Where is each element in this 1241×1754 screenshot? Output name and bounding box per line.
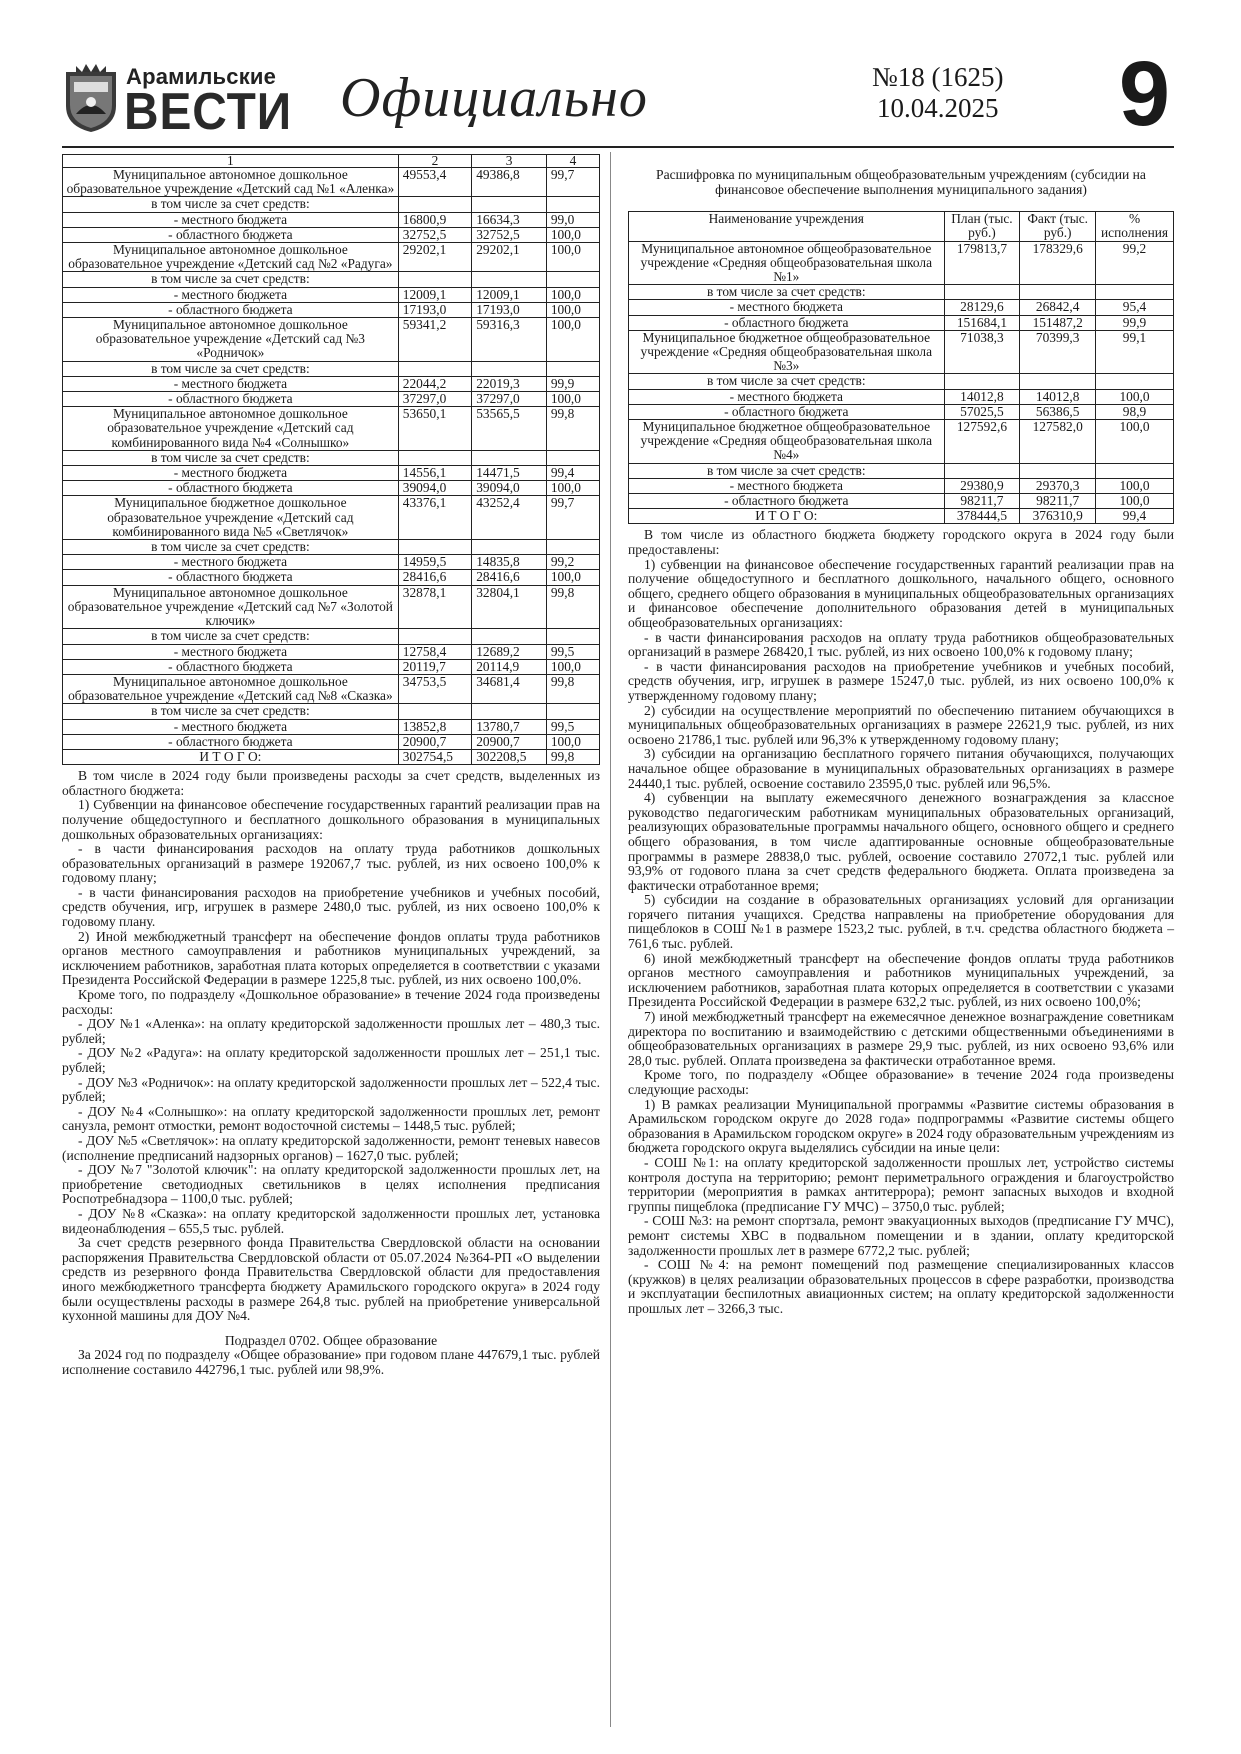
value-cell: 53650,1 [398, 407, 471, 451]
value-cell [1096, 285, 1174, 300]
table-row [63, 376, 600, 391]
paragraph: В том числе из областного бюджета бюджету городского округа в 2024 году были предоставлены: [628, 527, 1174, 558]
school-table [628, 211, 1174, 524]
paragraph: - в части финансирования расходов на приобретение учебников и учебных пособий, средств обучения, игр, игрушек в размере 15247,0 тыс. рублей, из них освоено 100,0% к утвержденному годовому плану; [628, 658, 1174, 703]
value-cell: 179813,7 [944, 241, 1020, 285]
row-label-cell: И Т О Г О: [629, 509, 945, 524]
value-cell [398, 704, 471, 719]
value-cell: 100,0 [546, 227, 599, 242]
paragraph: - ДОУ №2 «Радуга»: на оплату кредиторской задолженности прошлых лет – 251,1 тыс. рублей; [62, 1045, 600, 1075]
paragraph: - ДОУ №7 "Золотой ключик": на оплату кредиторской задолженности прошлых лет, на приобретение светодиодных светильников в целях исполнения предписания Роспотребнадзора – 1100,0 тыс. рублей; [62, 1162, 600, 1207]
row-label-cell: - областного бюджета [629, 494, 945, 509]
row-label-cell: в том числе за счет средств: [63, 197, 399, 212]
table-row [629, 330, 1174, 374]
paragraph: - ДОУ №4 «Солнышко»: на оплату кредиторской задолженности прошлых лет, ремонт санузла, ремонт отмостки, ремонт водосточной системы – 1448,5 тыс. рублей; [62, 1103, 600, 1134]
value-cell [472, 197, 547, 212]
paragraph: 4) субвенции на выплату ежемесячного денежного вознаграждения за классное руководство педагогическим работникам муниципальных образовательных организаций, реализующих образовательные программы начального общего, основного общего и среднего общего образования, в том числе адаптированные основные общеобразовательные программы в размере 28838,0 тыс. рублей, освоение составило 27072,1 тыс. рублей или 93,9% от годового плана за счет средств федерального бюджета. Оплата произведена за фактически отработанное время; [628, 790, 1174, 893]
value-cell: 302208,5 [472, 749, 547, 764]
value-cell: 99,9 [1096, 315, 1174, 330]
table-row [629, 494, 1174, 509]
value-cell [472, 629, 547, 644]
row-label-cell: Муниципальное автономное дошкольное образовательное учреждение «Детский сад №7 «Золотой ключик» [63, 585, 399, 629]
right-body-text [628, 528, 1174, 1316]
value-cell: 12009,1 [472, 287, 547, 302]
paragraph: - ДОУ №5 «Светлячок»: на оплату кредиторской задолженности, ремонт теневых навесов (исполнение предписаний надзорных органов) – 1627,0 тыс. рублей; [62, 1132, 600, 1163]
table-row [629, 478, 1174, 493]
table-row [63, 466, 600, 481]
row-label-cell: в том числе за счет средств: [63, 361, 399, 376]
issue-info [872, 62, 1004, 124]
value-cell: 43252,4 [472, 496, 547, 540]
paragraph: 1) субвенции на финансовое обеспечение государственных гарантий реализации прав на получение общедоступного и бесплатного дошкольного, начального общего, основного общего, среднего общего образования в муниципальных общеобразовательных организациях и финансовое обеспечение дополнительного образования детей в муниципальных общеобразовательных организациях: [628, 556, 1174, 631]
right-column [628, 168, 1174, 1317]
value-cell: 100,0 [1096, 420, 1174, 464]
value-cell: 98,9 [1096, 404, 1174, 419]
subsection-title: Подраздел 0702. Общее образование [224, 1332, 438, 1348]
row-label-cell: - местного бюджета [63, 466, 399, 481]
value-cell [1020, 374, 1096, 389]
row-label-cell: в том числе за счет средств: [63, 272, 399, 287]
row-label-cell: Муниципальное автономное дошкольное образовательное учреждение «Детский сад №3 «Родничок» [63, 318, 399, 362]
paragraph: 1) В рамках реализации Муниципальной программы «Развитие системы образования в Арамильском городском округе до 2028 года» подпрограммы «Развитие системы общего образования в Арамильском городском округе» в 2024 году образовательным учреждениям из бюджета городского округа выделялись субсидии на иные цели: [628, 1096, 1174, 1156]
value-cell: 16634,3 [472, 212, 547, 227]
value-cell: 17193,0 [398, 302, 471, 317]
table-row [63, 585, 600, 629]
value-cell [398, 272, 471, 287]
paragraph: Кроме того, по подразделу «Дошкольное образование» в течение 2024 года произведены расходы: [62, 987, 600, 1017]
value-cell: 32752,5 [472, 227, 547, 242]
value-cell: 53565,5 [472, 407, 547, 451]
value-cell: 98211,7 [1020, 494, 1096, 509]
value-cell: 99,8 [546, 585, 599, 629]
table-row [63, 749, 600, 764]
value-cell: 100,0 [546, 481, 599, 496]
value-cell [1096, 374, 1174, 389]
row-label-cell: - областного бюджета [63, 481, 399, 496]
value-cell: 100,0 [546, 243, 599, 272]
row-label-cell: - областного бюджета [63, 302, 399, 317]
paragraph: - СОШ №4: на ремонт помещений под размещение специализированных классов (кружков) в целях реализации образовательных процессов в сфере разработки, производства и эксплуатации беспилотных авиационных систем; на оплату кредиторской задолженности прошлых лет – 3266,3 тыс. [628, 1257, 1174, 1316]
value-cell [546, 272, 599, 287]
row-label-cell: - местного бюджета [63, 287, 399, 302]
value-cell [546, 361, 599, 376]
value-cell: 151487,2 [1020, 315, 1096, 330]
coat-of-arms-icon [62, 62, 120, 134]
table-row [63, 272, 600, 287]
row-label-cell: - местного бюджета [63, 644, 399, 659]
table-row [629, 463, 1174, 478]
value-cell: 29370,3 [1020, 478, 1096, 493]
value-cell: 28416,6 [398, 570, 471, 585]
paragraph: - СОШ №1: на оплату кредиторской задолженности прошлых лет, устройство системы контроля доступа на территорию; ремонт периметрального ограждения и благоустройство территории (мероприятия в рамках антитеррора); ремонт запасных выходов и входной группы пищеблока (предписание ГУ МЧС) – 3750,0 тыс. рублей; [628, 1154, 1174, 1214]
value-cell [398, 629, 471, 644]
preschool-table [62, 154, 600, 765]
table-row [63, 674, 600, 703]
paragraph: - ДОУ №1 «Аленка»: на оплату кредиторской задолженности прошлых лет – 480,3 тыс. рублей; [62, 1016, 600, 1046]
paragraph: - ДОУ №8 «Сказка»: на оплату кредиторской задолженности прошлых лет, установка видеонаблюдения – 655,5 тыс. рублей. [62, 1205, 600, 1236]
row-label-cell: в том числе за счет средств: [63, 629, 399, 644]
table-row [63, 392, 600, 407]
table-row [63, 644, 600, 659]
issue-number: №18 (1625) [872, 62, 1004, 92]
column-header: 3 [472, 155, 547, 168]
masthead [62, 43, 1174, 145]
value-cell: 100,0 [1096, 494, 1174, 509]
row-label-cell: в том числе за счет средств: [63, 540, 399, 555]
value-cell [1096, 463, 1174, 478]
value-cell [398, 450, 471, 465]
table-row [629, 315, 1174, 330]
table-row [63, 361, 600, 376]
value-cell: 100,0 [1096, 478, 1174, 493]
value-cell: 28129,6 [944, 300, 1020, 315]
value-cell: 98211,7 [944, 494, 1020, 509]
row-label-cell: в том числе за счет средств: [629, 285, 945, 300]
row-label-cell: в том числе за счет средств: [629, 463, 945, 478]
value-cell: 151684,1 [944, 315, 1020, 330]
value-cell [546, 704, 599, 719]
row-label-cell: Муниципальное бюджетное дошкольное образовательное учреждение «Детский сад комбинированного вида №5 «Светлячок» [63, 496, 399, 540]
column-divider [610, 152, 611, 1727]
table-row [63, 659, 600, 674]
table-row [63, 227, 600, 242]
value-cell: 16800,9 [398, 212, 471, 227]
table-header-row [629, 212, 1174, 241]
table-row [629, 389, 1174, 404]
table-row [63, 212, 600, 227]
paragraph: Кроме того, по подразделу «Общее образование» в течение 2024 года произведены следующие расходы: [628, 1067, 1174, 1098]
table-row [629, 241, 1174, 285]
value-cell: 29202,1 [398, 243, 471, 272]
value-cell: 99,4 [546, 466, 599, 481]
column-header: План (тыс. руб.) [944, 212, 1020, 241]
value-cell [1020, 463, 1096, 478]
value-cell [944, 374, 1020, 389]
row-label-cell: - областного бюджета [63, 734, 399, 749]
value-cell: 100,0 [546, 318, 599, 362]
paragraph: В том числе в 2024 году были произведены расходы за счет средств, выделенных из областного бюджета: [62, 768, 600, 798]
value-cell: 49553,4 [398, 168, 471, 197]
paragraph: - ДОУ №3 «Родничок»: на оплату кредиторской задолженности прошлых лет – 522,4 тыс. рублей; [62, 1074, 600, 1105]
table-row [63, 481, 600, 496]
row-label-cell: - местного бюджета [63, 719, 399, 734]
value-cell [944, 463, 1020, 478]
value-cell: 37297,0 [472, 392, 547, 407]
value-cell: 20114,9 [472, 659, 547, 674]
table-row [629, 420, 1174, 464]
value-cell: 14835,8 [472, 555, 547, 570]
value-cell: 12689,2 [472, 644, 547, 659]
value-cell [398, 361, 471, 376]
row-label-cell: - местного бюджета [63, 376, 399, 391]
value-cell: 26842,4 [1020, 300, 1096, 315]
value-cell: 22044,2 [398, 376, 471, 391]
value-cell: 12009,1 [398, 287, 471, 302]
row-label-cell: Муниципальное автономное дошкольное образовательное учреждение «Детский сад №1 «Аленка» [63, 168, 399, 197]
value-cell [546, 629, 599, 644]
row-label-cell: - областного бюджета [629, 404, 945, 419]
row-label-cell: - областного бюджета [629, 315, 945, 330]
row-label-cell: Муниципальное автономное общеобразовательное учреждение «Средняя общеобразовательная школа №1» [629, 241, 945, 285]
row-label-cell: Муниципальное автономное дошкольное образовательное учреждение «Детский сад №2 «Радуга» [63, 243, 399, 272]
value-cell: 178329,6 [1020, 241, 1096, 285]
table2-caption: Расшифровка по муниципальным общеобразовательным учреждениям (субсидии на финансовое обеспечение выполнения муниципального задания) [656, 167, 1146, 197]
value-cell: 12758,4 [398, 644, 471, 659]
value-cell: 32752,5 [398, 227, 471, 242]
value-cell: 127592,6 [944, 420, 1020, 464]
value-cell: 71038,3 [944, 330, 1020, 374]
value-cell: 100,0 [546, 287, 599, 302]
section-title: Официально [340, 67, 648, 129]
value-cell: 99,7 [546, 496, 599, 540]
value-cell: 13780,7 [472, 719, 547, 734]
value-cell [472, 272, 547, 287]
value-cell: 20900,7 [398, 734, 471, 749]
value-cell: 20119,7 [398, 659, 471, 674]
row-label-cell: И Т О Г О: [63, 749, 399, 764]
value-cell [944, 285, 1020, 300]
value-cell: 29380,9 [944, 478, 1020, 493]
table-row [63, 302, 600, 317]
value-cell [398, 540, 471, 555]
value-cell: 34753,5 [398, 674, 471, 703]
value-cell: 57025,5 [944, 404, 1020, 419]
row-label-cell: - областного бюджета [63, 659, 399, 674]
row-label-cell: в том числе за счет средств: [629, 374, 945, 389]
table-row [63, 318, 600, 362]
value-cell: 43376,1 [398, 496, 471, 540]
table-row [63, 719, 600, 734]
value-cell: 99,2 [1096, 241, 1174, 285]
issue-date: 10.04.2025 [877, 93, 999, 123]
row-label-cell: - местного бюджета [629, 389, 945, 404]
column-header: 1 [63, 155, 399, 168]
value-cell: 302754,5 [398, 749, 471, 764]
value-cell [472, 704, 547, 719]
paragraph: За счет средств резервного фонда Правительства Свердловской области на основании распоряжения Правительства Свердловской области от 05.07.2024 №364-РП «О выделении средств из резервного фонда Правительства Свердловской области для предоставления иного межбюджетного трансферта бюджету Арамильского городского округа» в 2024 году были осуществлены расходы в размере 264,8 тыс. рублей на приобретение универсальной кухонной машины для ДОУ №4. [62, 1235, 600, 1324]
column-header: Наименование учреждения [629, 212, 945, 241]
row-label-cell: - областного бюджета [63, 227, 399, 242]
paragraph: - в части финансирования расходов на оплату труда работников дошкольных образовательных организаций в размере 192067,7 тыс. рублей, из них освоено 100,0% к годовому плану; [62, 841, 600, 886]
paragraph: 7) иной межбюджетный трансферт на ежемесячное денежное вознаграждение советникам директора по воспитанию и взаимодействию с детскими общественными объединениями в общеобразовательных организациях в размере 29,9 тыс. рублей, из них освоено 93,6% или 28,0 тыс. рублей. Оплата произведена за фактически отработанное время. [628, 1009, 1174, 1068]
row-label-cell: - местного бюджета [629, 478, 945, 493]
row-label-cell: Муниципальное автономное дошкольное образовательное учреждение «Детский сад №8 «Сказка» [63, 674, 399, 703]
value-cell: 378444,5 [944, 509, 1020, 524]
value-cell: 70399,3 [1020, 330, 1096, 374]
row-label-cell: - местного бюджета [629, 300, 945, 315]
table-row [63, 450, 600, 465]
left-body-text [62, 769, 600, 1324]
value-cell: 14556,1 [398, 466, 471, 481]
row-label-cell: Муниципальное бюджетное общеобразовательное учреждение «Средняя общеобразовательная школа №3» [629, 330, 945, 374]
value-cell: 37297,0 [398, 392, 471, 407]
table-row [63, 734, 600, 749]
row-label-cell: - областного бюджета [63, 570, 399, 585]
value-cell: 95,4 [1096, 300, 1174, 315]
table-row [63, 555, 600, 570]
table-row [63, 496, 600, 540]
paragraph: 1) Субвенции на финансовое обеспечение государственных гарантий реализации прав на получение общедоступного и бесплатного дошкольного образования в муниципальных дошкольных образовательных организациях: [62, 797, 600, 842]
value-cell: 99,5 [546, 644, 599, 659]
paragraph: - СОШ №3: на ремонт спортзала, ремонт эвакуационных выходов (предписание ГУ МЧС), ремонт системы ХВС в подвальном помещении и в здании, оплату кредиторской задолженности прошлых лет в размере 6772,2 тыс. рублей; [628, 1213, 1174, 1258]
value-cell: 99,7 [546, 168, 599, 197]
value-cell: 32878,1 [398, 585, 471, 629]
value-cell: 14959,5 [398, 555, 471, 570]
value-cell [546, 450, 599, 465]
value-cell: 39094,0 [398, 481, 471, 496]
row-label-cell: в том числе за счет средств: [63, 450, 399, 465]
value-cell: 14012,8 [1020, 389, 1096, 404]
value-cell: 100,0 [546, 659, 599, 674]
table-row [63, 168, 600, 197]
row-label-cell: в том числе за счет средств: [63, 704, 399, 719]
page-number: 9 [1118, 43, 1170, 145]
paragraph: 3) субсидии на организацию бесплатного горячего питания обучающихся, получающих начальное общее образование в муниципальных образовательных организациях в размере 24440,1 тыс. рублей, освоение составило 23595,0 тыс. рублей или 96,5%. [628, 746, 1174, 791]
value-cell: 99,4 [1096, 509, 1174, 524]
column-header: 2 [398, 155, 471, 168]
value-cell [546, 540, 599, 555]
value-cell: 56386,5 [1020, 404, 1096, 419]
value-cell: 22019,3 [472, 376, 547, 391]
value-cell: 99,8 [546, 749, 599, 764]
table-row [63, 197, 600, 212]
paragraph: 2) Иной межбюджетный трансферт на обеспечение фондов оплаты труда работников органов местного самоуправления и работников муниципальных учреждений, за исключением работников, заработная плата которых определяется в соответствии с указами Президента Российской Федерации в размере 1225,8 тыс. рублей, из них освоено 100,0%. [62, 928, 600, 988]
logo-main-word: ВЕСТИ [124, 83, 293, 141]
table-row [629, 374, 1174, 389]
table-header-row [63, 155, 600, 168]
value-cell: 49386,8 [472, 168, 547, 197]
logo-top-word: Арамильские [126, 64, 277, 89]
table-row [629, 509, 1174, 524]
paragraph: - в части финансирования расходов на оплату труда работников общеобразовательных организаций в размере 268420,1 тыс. рублей, из них освоено 100,0% к годовому плану; [628, 629, 1174, 660]
value-cell: 20900,7 [472, 734, 547, 749]
table-row [63, 243, 600, 272]
row-label-cell: - областного бюджета [63, 392, 399, 407]
table-row [629, 404, 1174, 419]
row-label-cell: Муниципальное бюджетное общеобразовательное учреждение «Средняя общеобразовательная школа №4» [629, 420, 945, 464]
row-label-cell: Муниципальное автономное дошкольное образовательное учреждение «Детский сад комбинированного вида №4 «Солнышко» [63, 407, 399, 451]
value-cell: 99,9 [546, 376, 599, 391]
left-column [62, 154, 600, 1377]
value-cell: 100,0 [546, 392, 599, 407]
row-label-cell: - местного бюджета [63, 555, 399, 570]
value-cell: 14471,5 [472, 466, 547, 481]
value-cell: 127582,0 [1020, 420, 1096, 464]
subsection-paragraph: За 2024 год по подразделу «Общее образование» при годовом плане 447679,1 тыс. рублей исполнение составило 442796,1 тыс. рублей или 98,9%. [62, 1347, 600, 1377]
table-row [63, 407, 600, 451]
value-cell: 59341,2 [398, 318, 471, 362]
table-row [63, 704, 600, 719]
table-row [63, 287, 600, 302]
value-cell: 376310,9 [1020, 509, 1096, 524]
value-cell: 100,0 [546, 302, 599, 317]
value-cell: 32804,1 [472, 585, 547, 629]
column-header: % исполнения [1096, 212, 1174, 241]
paragraph: 2) субсидии на осуществление мероприятий по обеспечению питанием обучающихся в муниципальных общеобразовательных организациях в размере 22621,9 тыс. рублей, из них освоено 21786,1 тыс. рублей или 96,3% к утвержденному годовому плану; [628, 702, 1174, 747]
table-row [629, 300, 1174, 315]
table-row [629, 285, 1174, 300]
paragraph: 5) субсидии на создание в образовательных организациях условий для организации горячего питания учащихся. Средства направлены на приобретение оборудования для пищеблоков в СОШ №1 в размере 1523,2 тыс. рублей, в т.ч. средства областного бюджета – 761,6 тыс. рублей. [628, 892, 1174, 952]
value-cell: 17193,0 [472, 302, 547, 317]
value-cell [472, 540, 547, 555]
newspaper-logo [62, 60, 292, 140]
value-cell: 100,0 [546, 570, 599, 585]
value-cell: 34681,4 [472, 674, 547, 703]
table-row [63, 570, 600, 585]
value-cell [472, 450, 547, 465]
value-cell: 100,0 [546, 734, 599, 749]
value-cell [1020, 285, 1096, 300]
value-cell: 99,5 [546, 719, 599, 734]
value-cell: 99,0 [546, 212, 599, 227]
value-cell: 29202,1 [472, 243, 547, 272]
value-cell: 100,0 [1096, 389, 1174, 404]
value-cell: 13852,8 [398, 719, 471, 734]
value-cell [546, 197, 599, 212]
value-cell: 59316,3 [472, 318, 547, 362]
column-header: 4 [546, 155, 599, 168]
table-row [63, 629, 600, 644]
column-header: Факт (тыс. руб.) [1020, 212, 1096, 241]
value-cell: 99,8 [546, 407, 599, 451]
value-cell [472, 361, 547, 376]
header-rule [62, 146, 1174, 148]
value-cell: 99,1 [1096, 330, 1174, 374]
paragraph: - в части финансирования расходов на приобретение учебников и учебных пособий, средств обучения, игр, игрушек в размере 2480,0 тыс. рублей, из них освоено 100,0% к годовому плану. [62, 884, 600, 930]
value-cell: 99,8 [546, 674, 599, 703]
value-cell: 39094,0 [472, 481, 547, 496]
value-cell [398, 197, 471, 212]
value-cell: 28416,6 [472, 570, 547, 585]
value-cell: 14012,8 [944, 389, 1020, 404]
value-cell: 99,2 [546, 555, 599, 570]
row-label-cell: - местного бюджета [63, 212, 399, 227]
table-row [63, 540, 600, 555]
paragraph: 6) иной межбюджетный трансферт на обеспечение фондов оплаты труда работников органов местного самоуправления и работников муниципальных учреждений, за исключением работников, заработная плата которых определяется в соответствии с указами Президента Российской Федерации в размере 632,2 тыс. рублей, из них освоено 100,0%; [628, 950, 1174, 1010]
